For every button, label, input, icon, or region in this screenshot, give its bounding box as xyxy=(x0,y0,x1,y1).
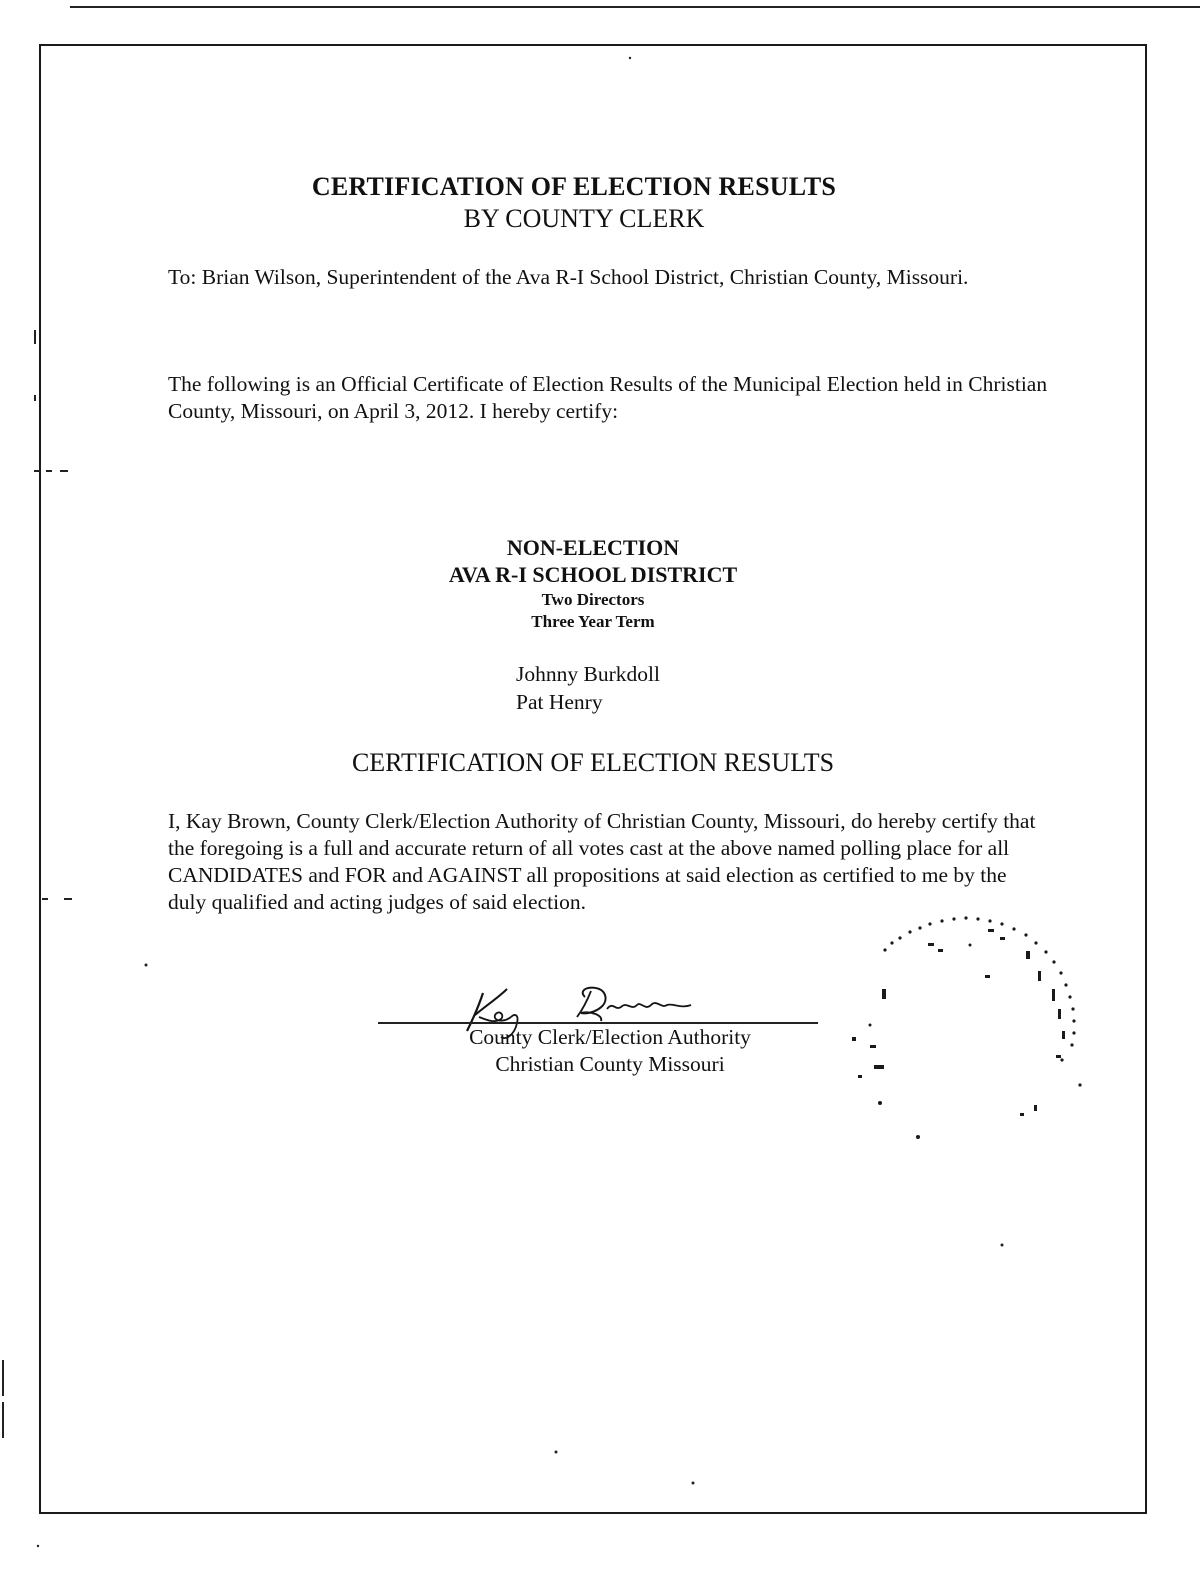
race-status: NON-ELECTION xyxy=(506,535,680,560)
certification-paragraph: I, Kay Brown, County Clerk/Election Authority of Christian County, Missouri, do hereby certify that the foregoing is a full and accurate return of all votes cast at the above named polling place for all CANDIDATES and FOR and AGAINST all propositions at said election as certified to me by the duly qualified and acting judges of said election. xyxy=(168,809,1036,914)
document-subtitle: BY COUNTY CLERK xyxy=(463,204,705,233)
certification-heading: CERTIFICATION OF ELECTION RESULTS xyxy=(351,748,835,777)
candidate-name: Pat Henry xyxy=(516,690,603,714)
intro-paragraph: The following is an Official Certificate of Election Results of the Municipal Election held in Christian County, Missouri, on April 3, 2012. I hereby certify: xyxy=(168,372,1048,423)
signer-title: County Clerk/Election Authority xyxy=(469,1025,751,1049)
signer-county: Christian County Missouri xyxy=(495,1052,725,1076)
candidate-name: Johnny Burkdoll xyxy=(516,662,660,686)
race-term: Three Year Term xyxy=(531,612,655,631)
document-title: CERTIFICATION OF ELECTION RESULTS xyxy=(311,172,837,201)
addressee-paragraph: To: Brian Wilson, Superintendent of the Ava R-I School District, Christian County, Missouri. xyxy=(168,265,969,289)
race-seats: Two Directors xyxy=(541,590,645,609)
district-name: AVA R-I SCHOOL DISTRICT xyxy=(448,562,738,587)
